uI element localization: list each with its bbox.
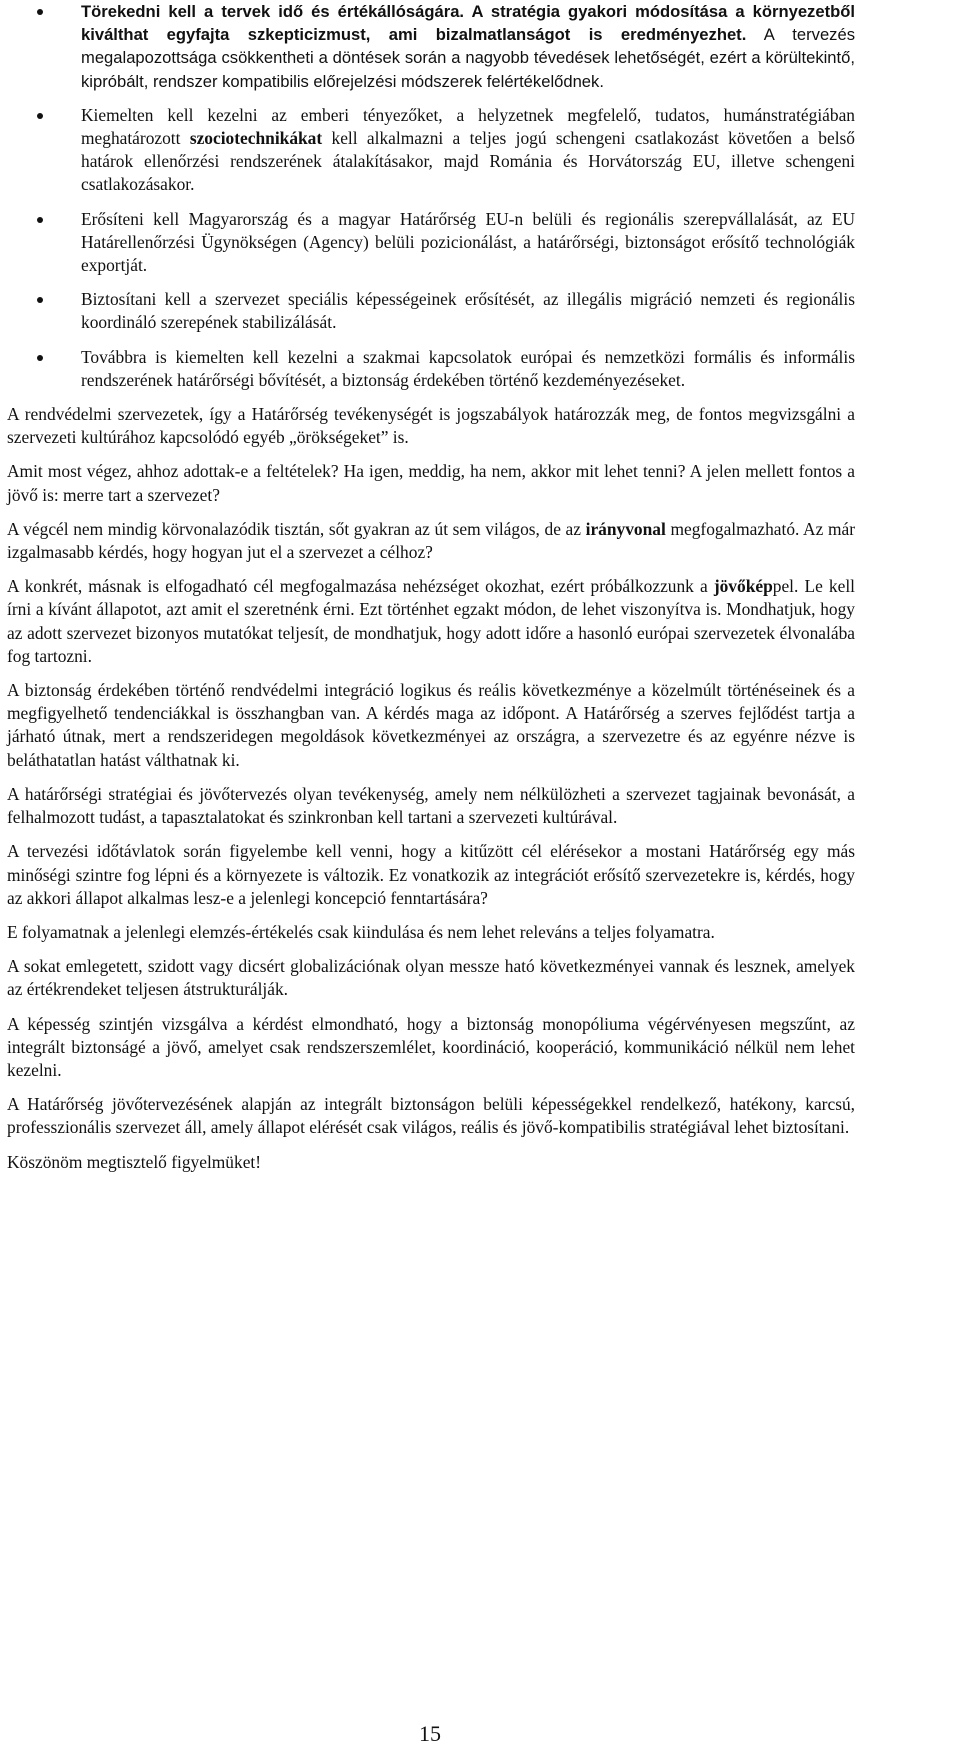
bullet-list <box>7 0 855 392</box>
paragraph-4-bold: jövőkép <box>713 576 773 597</box>
bullet-dot <box>37 217 43 223</box>
bullet-item <box>7 208 855 278</box>
bullet-dot <box>37 113 43 119</box>
bullet-3-text: Erősíteni kell Magyarország és a magyar Határőrség EU-n belüli és regionális szerepvállalását, az EU Határellenőrzési Ügynökségen (Agency) belüli pozicionálást, a határőrségi, biztonságot erősítő technológiák exportját. <box>81 208 855 276</box>
paragraph: A tervezési időtávlatok során figyelembe kell venni, hogy a kitűzött cél elérésekor a mostani Határőrség egy más minőségi szintre fog lépni és a környezete is változik. Ez vonatkozik az integrációt erősítő szervezetekre is, kérdés, hogy az akkori állapot alkalmas lesz-e a jelenlegi koncepció fenntartására? <box>7 841 855 908</box>
bullet-item <box>7 288 855 334</box>
paragraph: A határőrségi stratégiai és jövőtervezés olyan tevékenység, amely nem nélkülözheti a szervezet tagjainak bevonását, a felhalmozott tudást, a tapasztalatokat és szinkronban kell tartani a szervezeti kultúrával. <box>7 783 855 828</box>
bullet-2-post: kell alkalmazni a teljes jogú schengeni csatlakozást követően a belső határok ellenőrzési rendszerének átalakításakor, majd Románia és Horvátország EU, illetve schengeni csatlakozásakor. <box>81 128 855 195</box>
bullet-dot <box>37 355 43 361</box>
paragraph-3-post: megfogalmazható. Az már izgalmasabb kérdés, hogy hogyan jut el a szervezet a célhoz? <box>7 518 855 563</box>
bullet-item <box>7 0 855 93</box>
closing-line: Köszönöm megtisztelő figyelmüket! <box>7 1151 262 1172</box>
bullet-dot <box>37 9 43 15</box>
paragraph: Amit most végez, ahhoz adottak-e a feltételek? Ha igen, meddig, ha nem, akkor mit lehet tenni? A jelen mellett fontos a jövő is: merre tart a szervezet? <box>7 461 855 505</box>
bullet-1-sans-text <box>81 2 855 91</box>
paragraph-4-post: pel. Le kell írni a kívánt állapotot, azt amit el szeretnénk érni. Ezt történhet egzakt módon, de lehet viszonyítva is. Mondhatjuk, hogy az adott szervezet bizonyos mutatókat teljesít, de mondhatjuk, hogy adott időre a hasonló európai szervezetek élvonalába fog tartozni. <box>7 576 855 666</box>
bullet-1-text: A tervezés megalapozottsága csökkentheti a döntések során a nagyobb tévedések lehetőségét, ezért a körültekintő, kipróbált, rendszer kompatibilis előrejelzési módszerek felértékelődnek. <box>81 25 855 91</box>
paragraph: A Határőrség jövőtervezésének alapján az integrált biztonságon belüli képességekkel rendelkező, hatékony, karcsú, professzionális szervezet áll, amely állapot elérését csak világos, reális és jövő-kompatibilis stratégiával lehet biztosítani. <box>7 1094 855 1138</box>
paragraph: A rendvédelmi szervezetek, így a Határőrség tevékenységét is jogszabályok határozzák meg, de fontos megvizsgálni a szervezeti kultúrához kapcsolódó egyéb „örökségeket” is. <box>7 404 855 448</box>
document-page <box>7 0 855 1185</box>
paragraph: A biztonság érdekében történő rendvédelmi integráció logikus és reális következménye a közelmúlt történéseinek és a megfigyelhető tendenciákkal is összhangban van. A kérdés maga az időpont. A Határőrség a szerves fejlődést tartja a járható útnak, mert a rendszeridegen megoldások következményei az országra, a szervezetre és az egyénre nézve is beláthatatlan hatást válthatnak ki. <box>7 680 855 770</box>
paragraph: E folyamatnak a jelenlegi elemzés-értékelés csak kiindulása és nem lehet releváns a teljes folyamatra. <box>7 921 715 942</box>
bullet-2-bold: szociotechnikákat <box>189 128 323 149</box>
bullet-dot <box>37 297 43 303</box>
paragraph: A sokat emlegetett, szidott vagy dicsért globalizációnak olyan messze ható következményei vannak és lesznek, amelyek az értékrendeket teljesen átstrukturálják. <box>7 956 855 1000</box>
bullet-item <box>7 104 855 197</box>
paragraph <box>7 575 855 668</box>
paragraph-4-pre: A konkrét, másnak is elfogadható cél megfogalmazása nehézséget okozhat, ezért próbálkozzunk a <box>7 576 714 597</box>
paragraph: A képesség szintjén vizsgálva a kérdést elmondható, hogy a biztonság monopóliuma végérvényesen megszűnt, az integrált biztonságé a jövő, amelyet csak rendszerszemlélet, koordináció, kooperáció, kommunikáció nélkül nem lehet kezelni. <box>7 1013 855 1080</box>
paragraph-3-pre: A végcél nem mindig körvonalazódik tisztán, sőt gyakran az út sem világos, de az <box>7 518 586 539</box>
paragraph <box>7 518 855 564</box>
bullet-item <box>7 346 855 392</box>
paragraph-3-bold: irányvonal <box>585 518 666 539</box>
bullet-2-pre: Kiemelten kell kezelni az emberi tényezőket, a helyzetnek megfelelő, tudatos, humánstratégiában meghatározott <box>81 104 855 149</box>
bullet-5-text: Továbbra is kiemelten kell kezelni a szakmai kapcsolatok európai és nemzetközi formális és informális rendszerének határőrségi bővítését, a biztonság érdekében történő kezdeményezéseket. <box>81 346 855 390</box>
bullet-4-text: Biztosítani kell a szervezet speciális képességeinek erősítését, az illegális migráció nemzeti és regionális koordináló szerepének stabilizálását. <box>81 289 855 333</box>
page-number: 15 <box>419 1721 441 1746</box>
bullet-1-bold-text: Törekedni kell a tervek idő és értékállóságára. A stratégia gyakori módosítása a környezetből kiválthat egyfajta szkepticizmust, ami bizalmatlanságot is eredményezhet. <box>81 2 855 45</box>
